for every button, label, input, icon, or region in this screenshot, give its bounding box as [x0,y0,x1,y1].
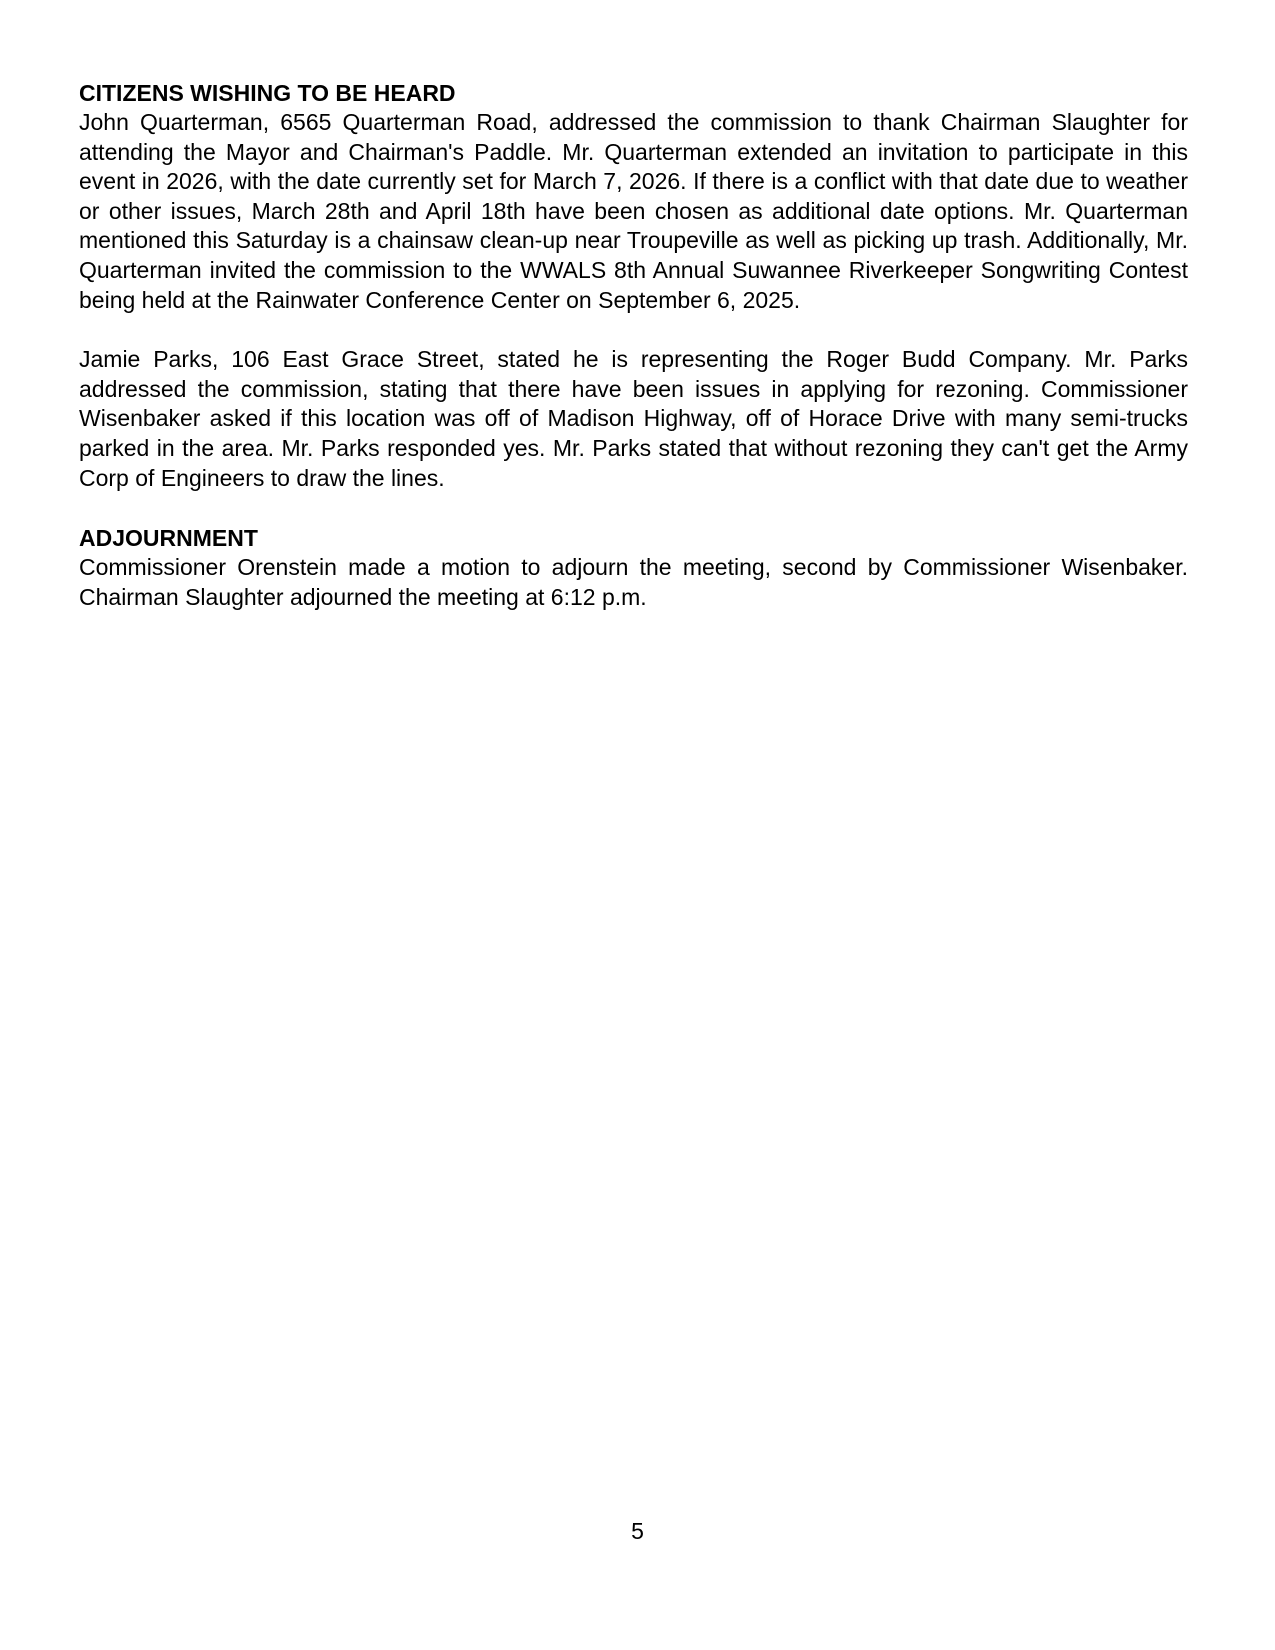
paragraph-parks: Jamie Parks, 106 East Grace Street, stated he is representing the Roger Budd Company. Mr. Parks addressed the commission, stating that there have been issues in applying for rezoning. Commissioner Wisenbaker asked if this location was off of Madison Highway, off of Horace Drive with many semi-trucks parked in the area. Mr. Parks responded yes. Mr. Parks stated that without rezoning they can't get the Army Corp of Engineers to draw the lines. [79,346,1188,491]
page-number: 5 [631,1518,644,1544]
paragraph-quarterman: John Quarterman, 6565 Quarterman Road, addressed the commission to thank Chairman Slaughter for attending the Mayor and Chairman's Paddle. Mr. Quarterman extended an invitation to participate in this event in 2026, with the date currently set for March 7, 2026. If there is a conflict with that date due to weather or other issues, March 28th and April 18th have been chosen as additional date options. Mr. Quarterman mentioned this Saturday is a chainsaw clean-up near Troupeville as well as picking up trash. Additionally, Mr. Quarterman invited the commission to the WWALS 8th Annual Suwannee Riverkeeper Songwriting Contest being held at the Rainwater Conference Center on September 6, 2025. [79,109,1188,313]
section-adjournment [79,523,1188,612]
section-heading: CITIZENS WISHING TO BE HEARD [79,80,456,106]
paragraph-spacer [79,315,1188,345]
section-spacer [79,493,1188,523]
paragraph-adjournment: Commissioner Orenstein made a motion to adjourn the meeting, second by Commissioner Wisenbaker. Chairman Slaughter adjourned the meeting at 6:12 p.m. [79,554,1188,610]
document-body [79,78,1188,612]
section-citizens-heard [79,78,1188,493]
section-heading: ADJOURNMENT [79,525,258,552]
